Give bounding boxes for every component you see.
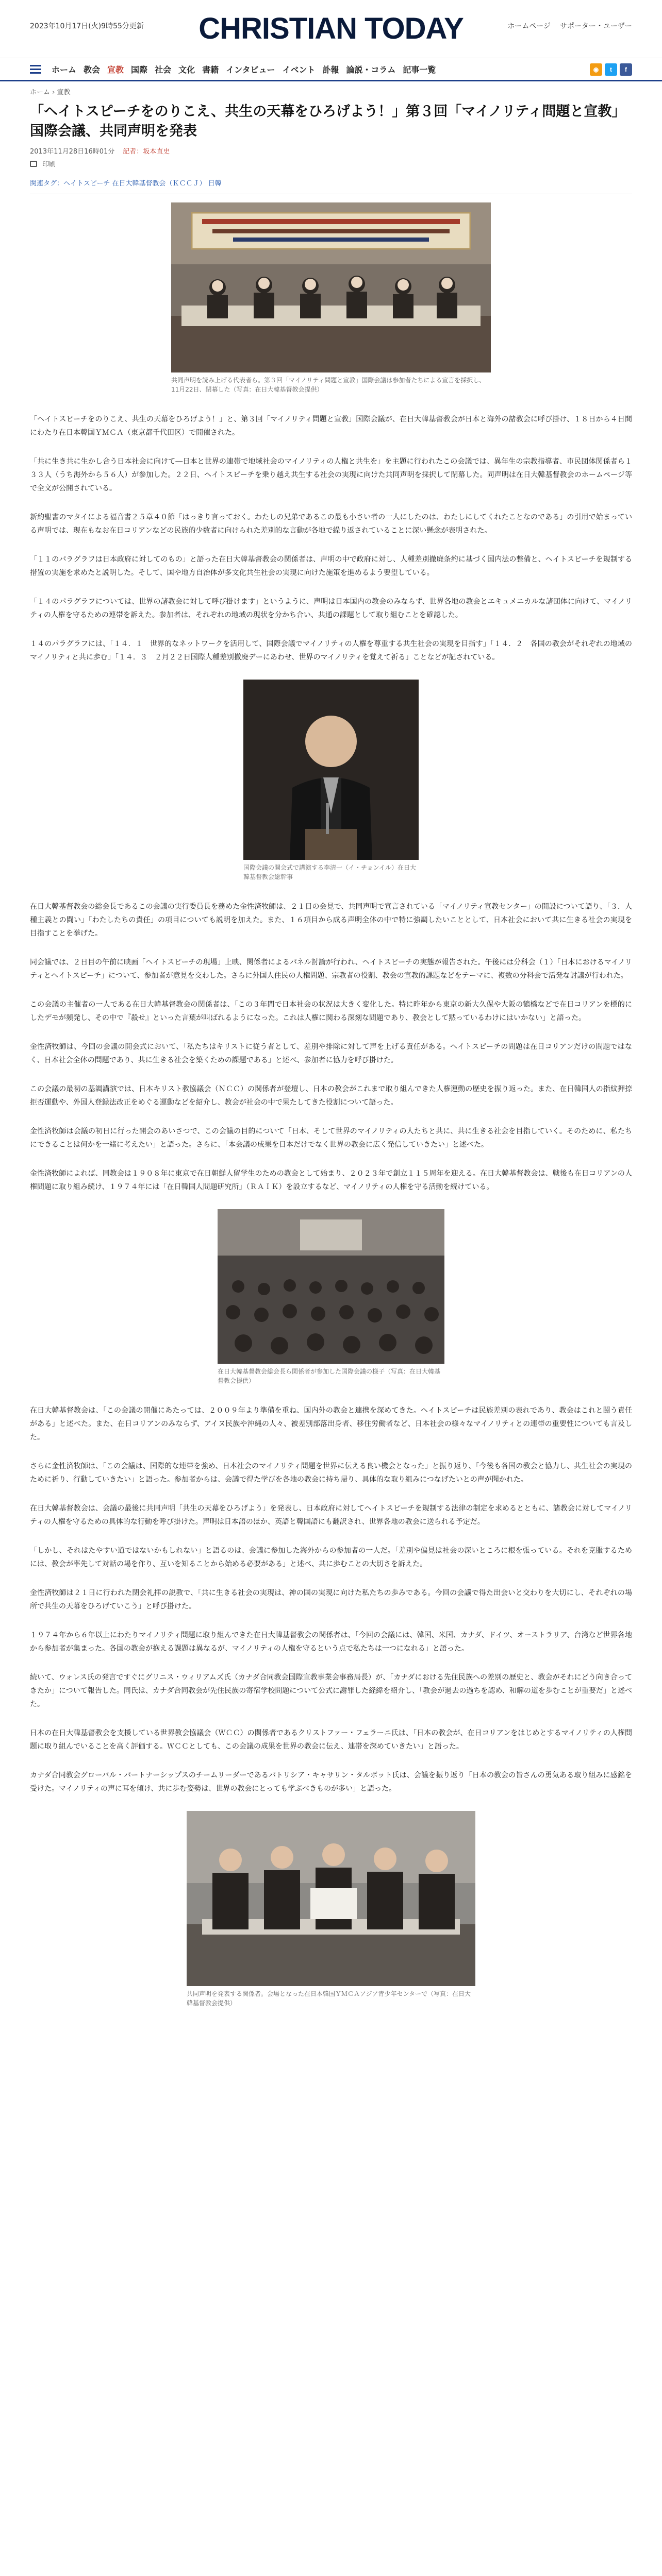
site-logo[interactable]: CHRISTIAN TODAY xyxy=(198,12,464,45)
paragraph-7: 在日大韓基督教会の総会長であるこの会議の実行委員長を務めた金性済牧師は、２１日の会見で、共同声明で宣言されている「マイノリティ宣教センター」の開設について語り、「３．人種主義との闘い」「わたしたちの責任」の項目についても説明を加えた。また、１６項目から成る声明全体の中で特に強調したいこととして、日本社会において共に生きる社会の実現を目指すことを挙げた。 xyxy=(30,903,632,938)
paragraph-16: 在日大韓基督教会は、会議の最後に共同声明「共生の天幕をひろげよう」を発表し、日本政府に対してヘイトスピーチを規制する法律の制定を求めるとともに、諸教会に対してマイノリティの人権を守るための具体的な行動を呼び掛けた。声明は日本語のほか、英語と韓国語にも翻訳され、世界各地の教会に送られる予定だ。 xyxy=(30,1504,632,1526)
nav-item-events[interactable]: イベント xyxy=(282,66,316,75)
header-date: 2023年10月17日(火)9時55分更新 xyxy=(30,22,144,30)
figure-1 xyxy=(171,202,491,394)
paragraph-8: 同会議では、２日目の午前に映画「ヘイトスピーチの現場」上映、関係者によるパネル討論が行われ、ヘイトスピーチの実態が報告された。午後には分科会（１）「日本におけるマイノリティとヘイトスピーチ」について、参加者が意見を交わした。さらに外国人住民の人権問題、宗教者の役割、教会の宣教的課題などをテーマに、複数の分科会で活発な討議が行われた。 xyxy=(30,958,632,980)
figure-4 xyxy=(187,1811,475,2008)
top-link-home[interactable]: ホームページ xyxy=(507,22,551,30)
main-nav xyxy=(0,58,662,81)
facebook-icon[interactable]: f xyxy=(620,63,632,76)
nav-item-column[interactable]: 論説・コラム xyxy=(346,66,396,75)
paragraph-21: 日本の在日大韓基督教会を支援している世界教会協議会（ＷＣＣ）の関係者であるクリストファー・フェラーニ氏は、「日本の教会が、在日コリアンをはじめとするマイノリティの人権問題に取り組んでいることを高く評価する。ＷＣＣとしても、この会議の成果を世界の教会に伝え、連帯を深めていきたい」と語った。 xyxy=(30,1729,632,1751)
nav-item-church[interactable]: 教会 xyxy=(84,66,101,75)
breadcrumb[interactable]: ホーム › 宣教 xyxy=(30,89,71,96)
paragraph-13: 金性済牧師によれば、同教会は１９０８年に東京で在日朝鮮人留学生のための教会として始まり、２０２３年で創立１１５周年を迎える。在日大韓基督教会は、戦後も在日コリアンの人権問題に取り組み続け、１９７４年には「在日韓国人問題研究所」（ＲＡＩＫ）を設立するなど、マイノリティの人権を守る活動を続けている。 xyxy=(30,1170,632,1191)
paragraph-18: 金性済牧師は２１日に行われた閉会礼拝の説教で、「共に生きる社会の実現は、神の国の実現に向けた私たちの歩みである。今回の会議で得た出会いと交わりを大切にし、それぞれの場所で共生の天幕をひろげていこう」と呼び掛けた。 xyxy=(30,1589,632,1611)
figure-2-caption: 国際会議の開会式で講演する李清一（イ・チョンイル）在日大韓基督教会総幹事 xyxy=(243,864,417,880)
paragraph-1: 「ヘイトスピーチをのりこえ、共生の天幕をひろげよう！」と、第３回「マイノリティ問題と宣教」国際会議が、在日大韓基督教会が日本と海外の諸教会に呼び掛け、１８日から４日間にわたり在日本韓国ＹＭＣＡ（東京都千代田区）で開催された。 xyxy=(30,415,632,437)
nav-item-obituary[interactable]: 訃報 xyxy=(322,66,339,75)
nav-item-home[interactable]: ホーム xyxy=(52,66,77,75)
paragraph-15: さらに金性済牧師は、「この会議は、国際的な連帯を強め、日本社会のマイノリティ問題を世界に伝える良い機会となった」と振り返り、「今後も各国の教会と協力し、共生社会の実現のために祈り、行動していきたい」と語った。参加者からは、会議で得た学びを各地の教会に持ち帰り、具体的な取り組みにつなげたいとの声が聞かれた。 xyxy=(30,1462,632,1484)
photo-speaker xyxy=(243,680,419,860)
nav-item-interview[interactable]: インタビュー xyxy=(226,66,275,75)
paragraph-12: 金性済牧師は会議の初日に行った開会のあいさつで、この会議の目的について「日本、そして世界のマイノリティの人たちと共に、共に生きる社会を目指していく。そのために、私たちにできることは何かを一緒に考えたい」と語った。さらに、「本会議の成果を日本だけでなく世界の教会に広く発信していきたい」と述べた。 xyxy=(30,1127,632,1149)
article xyxy=(30,87,632,2026)
paragraph-10: 金性済牧師は、今回の会議の開会式において、「私たちはキリストに従う者として、差別や排除に対して声を上げる責任がある。ヘイトスピーチの問題は在日コリアンだけの問題ではなく、日本社会全体の問題であり、共に生きる社会を築くための課題である」と述べ、参加者に協力を呼び掛けた。 xyxy=(30,1043,632,1064)
figure-2 xyxy=(243,680,419,882)
paragraph-14: 在日大韓基督教会は、「この会議の開催にあたっては、２００９年より準備を重ね、国内外の教会と連携を深めてきた。ヘイトスピーチは民族差別の表れであり、教会はこれと闘う責任がある」と述べた。また、在日コリアンのみならず、アイヌ民族や沖縄の人々、被差別部落出身者、移住労働者など、日本社会の様々なマイノリティとの連帯の重要性についても言及した。 xyxy=(30,1406,632,1442)
paragraph-19: １９７４年から６年以上にわたりマイノリティ問題に取り組んできた在日大韓基督教会の関係者は、「今回の会議には、韓国、米国、カナダ、ドイツ、オーストラリア、台湾など世界各地から参加者が集まった。各国の教会が抱える課題は異なるが、マイノリティの人権を守るという点で私たちは一つになれる」と語った。 xyxy=(30,1631,632,1653)
photo-conference-hall xyxy=(218,1209,444,1364)
nav-item-society[interactable]: 社会 xyxy=(155,66,172,75)
paragraph-2: 「共に生き共に生かし合う日本社会に向けて―日本と世界の連帯で地域社会のマイノリティの人権と共生を」を主題に行われたこの会議では、異年生の宗教指導者、市民団体関係者ら１３３人（うち海外から５６人）が参加した。２２日、ヘイトスピーチを乗り越え共生する社会の実現に向けた共同声明を採択して閉幕した。同声明は在日大韓基督教会のホームページ等で全文が公開されている。 xyxy=(30,457,632,493)
paragraph-22: カナダ合同教会グローバル・パートナーシップスのチームリーダーであるパトリシア・キャサリン・タルボット氏は、会議を振り返り「日本の教会の皆さんの勇気ある取り組みに感銘を受けた。マイノリティの声に耳を傾け、共に歩む姿勢は、世界の教会にとっても学ぶべきものが多い」と語った。 xyxy=(30,1771,632,1793)
article-date: 2013年11月28日16時01分 xyxy=(30,148,115,156)
nav-item-books[interactable]: 書籍 xyxy=(202,66,219,75)
photo-declaration xyxy=(187,1811,475,1986)
photo-press-conference xyxy=(171,202,491,372)
article-author[interactable]: 記者：坂本直史 xyxy=(123,148,170,156)
article-title: 「ヘイトスピーチをのりこえ、共生の天幕をひろげよう！」第３回「マイノリティ問題と宣教」国際会議、共同声明を発表 xyxy=(30,104,626,139)
figure-4-caption: 共同声明を発表する関係者。会場となった在日本韓国ＹＭＣＡアジア青少年センターで（写真：在日大韓基督教会提供） xyxy=(187,1990,471,2007)
rss-icon[interactable]: ◉ xyxy=(590,63,602,76)
paragraph-4: 「１１のパラグラフは日本政府に対してのもの」と語った在日大韓基督教会の関係者は、声明の中で政府に対し、人種差別撤廃条約に基づく国内法の整備と、ヘイトスピーチを規制する措置の実施を求めたと説明した。そして、国や地方自治体が多文化共生社会の実現に向けた施策を進めるよう要望している。 xyxy=(30,555,632,577)
twitter-icon[interactable]: t xyxy=(605,63,617,76)
nav-item-culture[interactable]: 文化 xyxy=(178,66,195,75)
paragraph-6: １４のパラグラフには、「１４．１ 世界的なネットワークを活用して、国際会議でマイノリティの人権を尊重する共生社会の実現を目指す」「１４．２ 各国の教会がそれぞれの地域のマイノリティと共に歩む」「１４．３ ２月２２日国際人種差別撤廃デーにあわせ、世界のマイノリティを覚えて祈る」ことなどが記されている。 xyxy=(30,640,632,662)
nav-item-international[interactable]: 国際 xyxy=(131,66,148,75)
paragraph-9: この会議の主催者の一人である在日大韓基督教会の関係者は、「この３年間で日本社会の状況は大きく変化した。特に昨年から東京の新大久保や大阪の鶴橋などで在日コリアンを標的にしたデモが頻発し、その中で『殺せ』といった言葉が叫ばれるようになった。これは人権に関わる深刻な問題であり、教会として黙っているわけにはいかない」と語った。 xyxy=(30,1001,632,1022)
nav-item-articles[interactable]: 記事一覧 xyxy=(403,66,436,75)
related-tags[interactable]: 関連タグ：ヘイトスピーチ 在日大韓基督教会（ＫＣＣＪ） 日韓 xyxy=(30,178,632,194)
article-meta xyxy=(30,146,632,156)
top-link-supporter[interactable]: サポーター・ユーザー xyxy=(560,22,632,30)
paragraph-11: この会議の最初の基調講演では、日本キリスト教協議会（ＮＣＣ）の関係者が登壇し、日本の教会がこれまで取り組んできた人権運動の歴史を振り返った。また、在日韓国人の指紋押捺拒否運動や、外国人登録法改正をめぐる運動などを紹介し、教会が社会の中で果たしてきた役割について語った。 xyxy=(30,1085,632,1107)
top-links xyxy=(507,21,632,31)
figure-1-caption: 共同声明を読み上げる代表者ら。第３回「マイノリティ問題と宣教」国際会議は参加者たちによる宣言を採択し、11月22日、閉幕した（写真：在日大韓基督教会提供） xyxy=(171,377,486,393)
menu-icon[interactable] xyxy=(30,65,41,74)
figure-3-caption: 在日大韓基督教会総会長ら関係者が参加した国際会議の様子（写真：在日大韓基督教会提供） xyxy=(218,1368,441,1384)
paragraph-17: 「しかし、それはたやすい道ではないかもしれない」と語るのは、会議に参加した海外からの参加者の一人だ。「差別や偏見は社会の深いところに根を張っている。それを克服するためには、教会が率先して対話の場を作り、互いを知ることから始める必要がある」と述べ、共に歩むことの大切さを訴えた。 xyxy=(30,1547,632,1568)
print-link[interactable]: 印刷 xyxy=(42,161,56,168)
print-icon[interactable] xyxy=(30,161,37,167)
site-header xyxy=(0,0,662,58)
paragraph-3: 新約聖書のマタイによる福音書２５章４０節「はっきり言っておく。わたしの兄弟であるこの最も小さい者の一人にしたのは、わたしにしてくれたことなのである」の引用で始まっている声明では、現在もなお在日コリアンなどの民族的少数者に向けられた差別的な言動が各地で繰り返されていることに深い懸念が表明された。 xyxy=(30,513,632,535)
paragraph-5: 「１４のパラグラフについては、世界の諸教会に対して呼び掛けます」というように、声明は日本国内の教会のみならず、世界各地の教会とエキュメニカルな諸団体に向けて、マイノリティの人権を守るための連帯を訴えた。参加者は、それぞれの地域の現状を分かち合い、共通の課題として取り組むことを確認した。 xyxy=(30,598,632,619)
figure-3 xyxy=(218,1209,444,1385)
paragraph-20: 続いて、ウォレス氏の発言ですぐにグリニス・ウィリアムズ氏（カナダ合同教会国際宣教事業会事務局長）が、「カナダにおける先住民族への差別の歴史と、教会がそれにどう向き合ってきたか」について報告した。同氏は、カナダ合同教会が先住民族の寄宿学校問題について公式に謝罪した経緯を紹介し、「教会が過去の過ちを認め、和解の道を歩むことが重要だ」と述べた。 xyxy=(30,1673,632,1708)
article-tools xyxy=(30,159,632,168)
nav-item-mission[interactable]: 宣教 xyxy=(107,66,124,75)
